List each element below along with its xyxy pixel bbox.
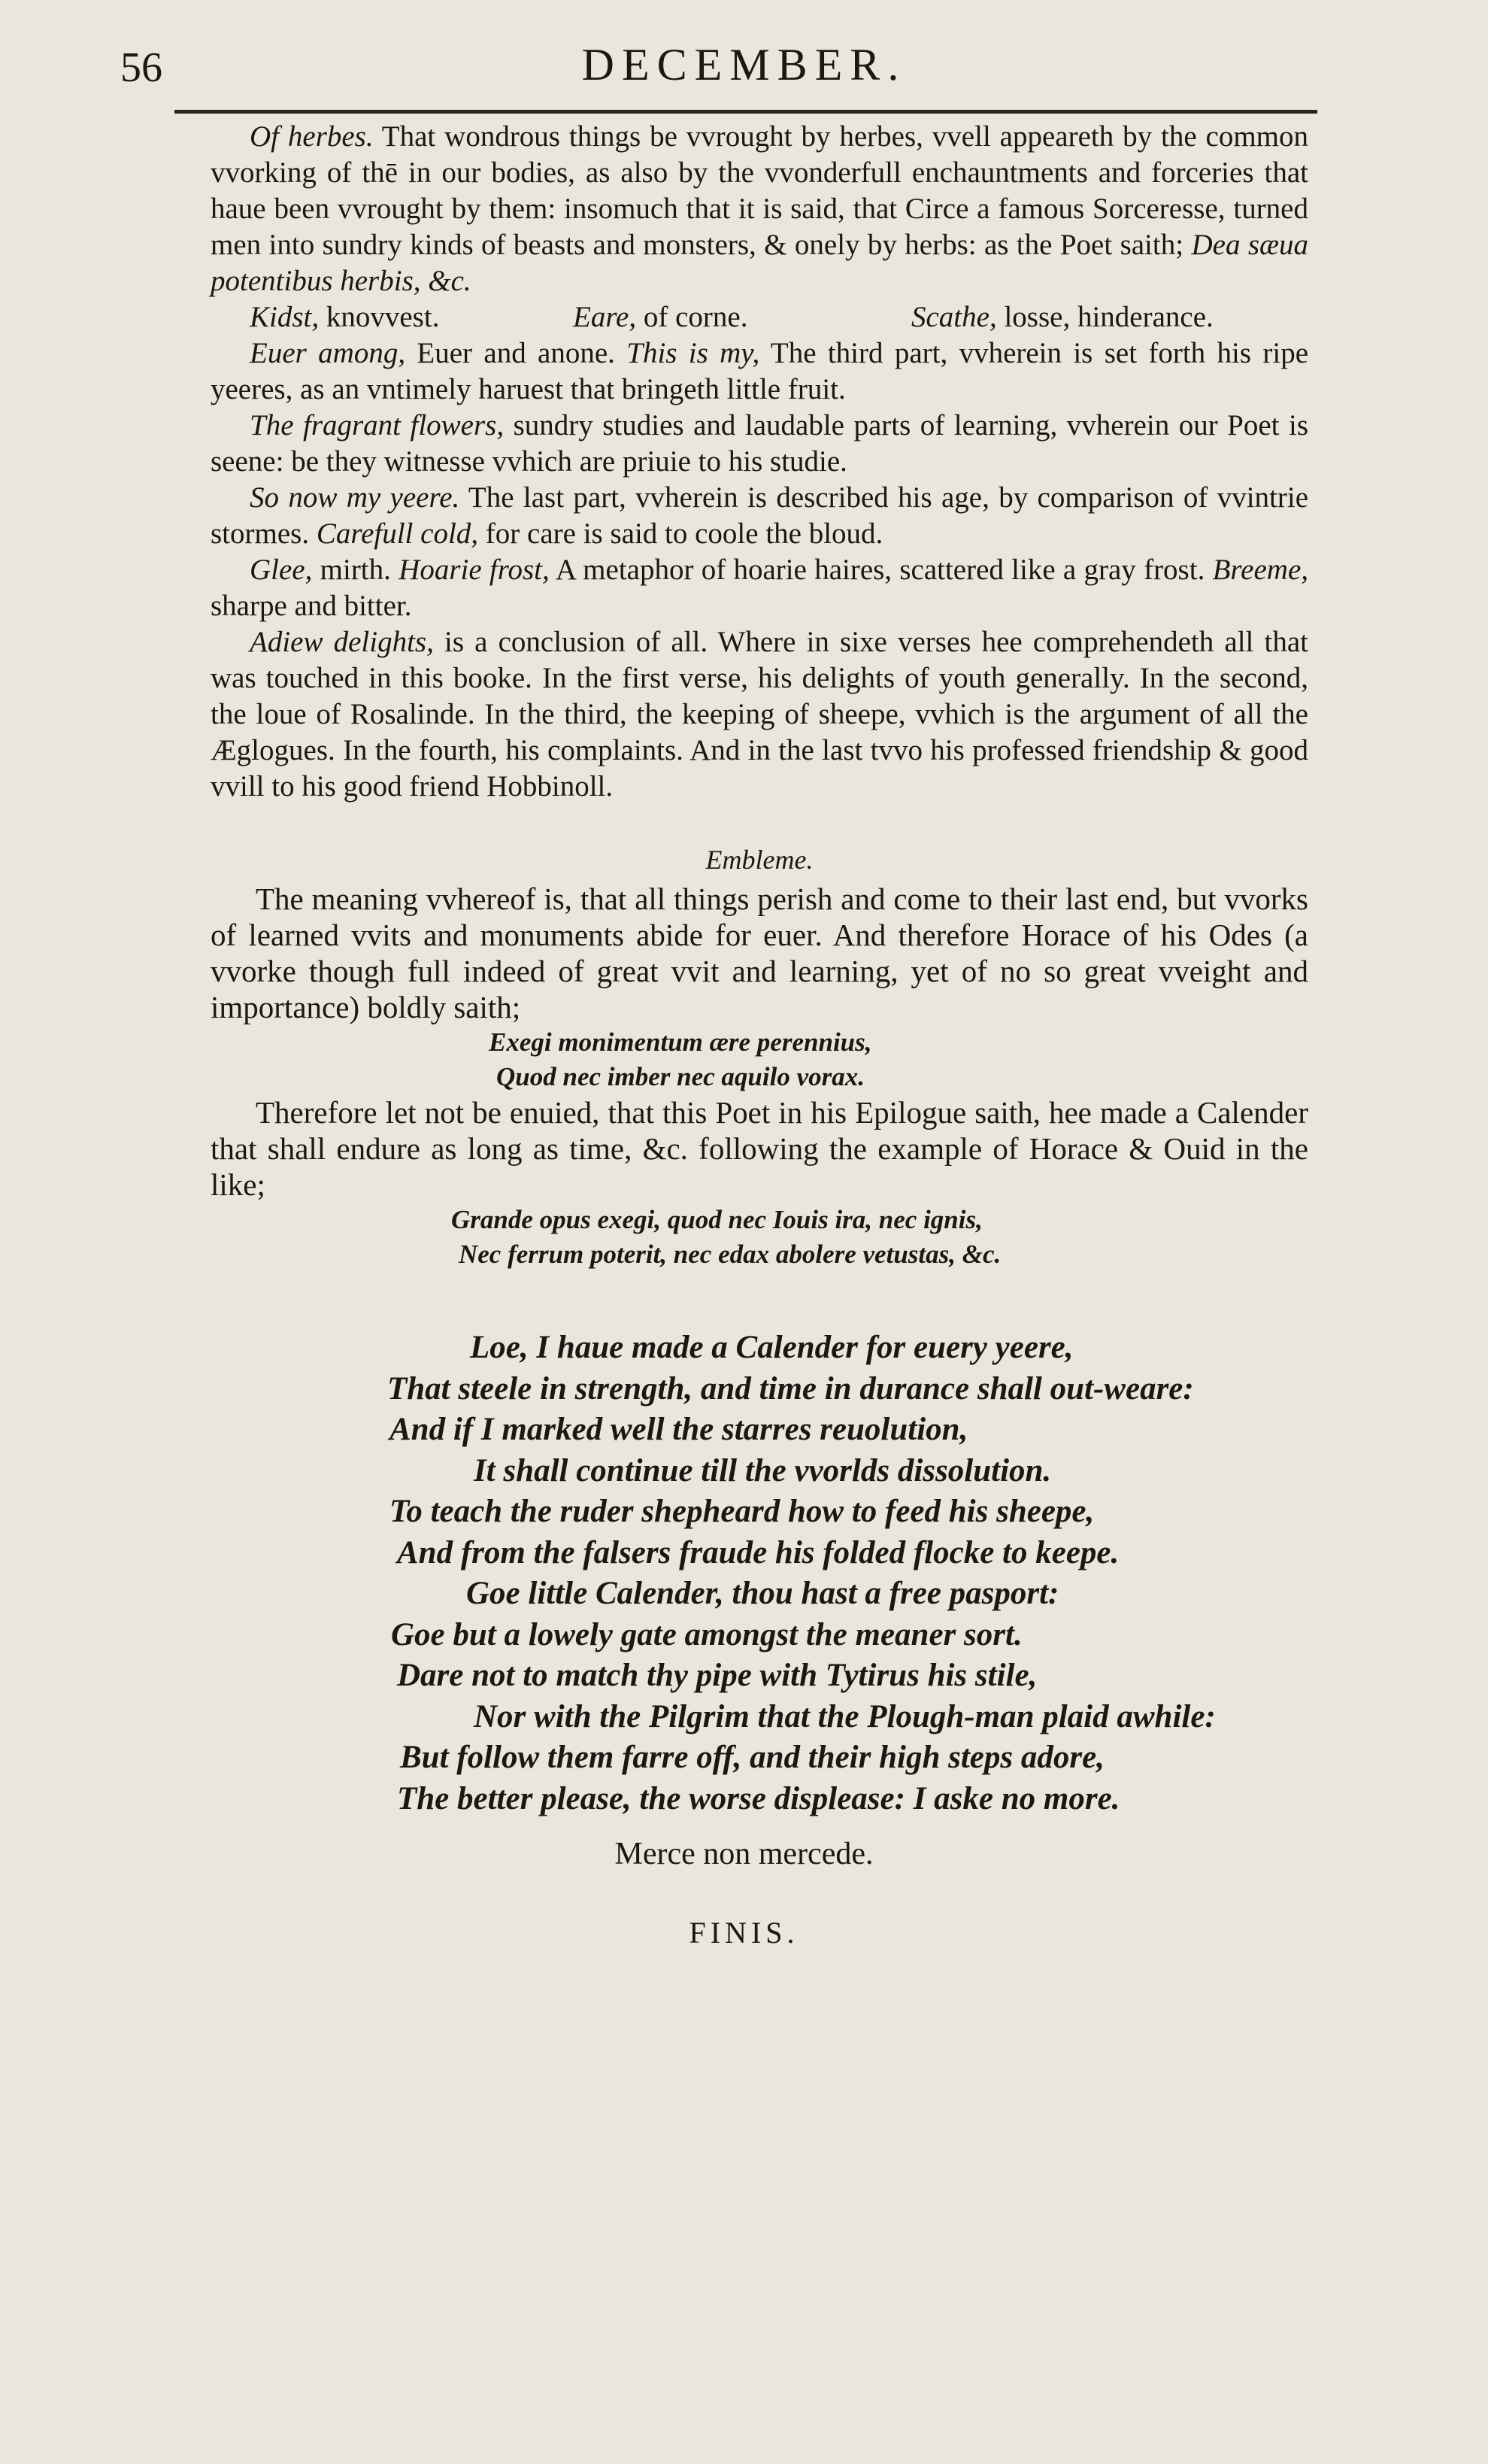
gloss-item: Kidst, knovvest.	[250, 301, 440, 333]
gloss-item: Eare, of corne.	[573, 301, 748, 333]
verse-line: Goe but a lowely gate amongst the meaner sort.	[391, 1616, 1023, 1652]
verse-line: But follow them farre off, and their high steps adore,	[400, 1740, 1105, 1775]
note-fragrant-flowers: The fragrant flowers, sundry studies and laudable parts of learning, vvherein our Poet is seene: be they witnesse vvhich are priuie to his studie.	[211, 409, 1309, 478]
note-euer-among: Euer among, Euer and anone. This is my, The third part, vvherein is set forth his ripe yeeres, as an vntimely haruest that bringeth little fruit.	[211, 337, 1309, 405]
running-head: DECEMBER.	[581, 40, 907, 90]
finis: FINIS.	[689, 1916, 799, 1950]
note-herbes	[211, 119, 1308, 299]
gloss-row	[211, 299, 1308, 335]
embleme-title: Embleme.	[705, 845, 814, 875]
motto: Merce non mercede.	[614, 1837, 874, 1871]
header-rule	[174, 110, 1317, 114]
verse-line: To teach the ruder shepheard how to feed his sheepe,	[389, 1494, 1095, 1529]
verse-line: Loe, I haue made a Calender for euery yeere,	[470, 1330, 1074, 1365]
glossary-notes	[211, 119, 1308, 805]
gloss-item: Scathe, losse, hinderance.	[911, 301, 1214, 333]
verse-line: That steele in strength, and time in durance shall out-weare:	[387, 1370, 1194, 1406]
latin-verse: Nec ferrum poterit, nec edax abolere vetustas, &c.	[459, 1240, 1002, 1269]
verse-line: Dare not to match thy pipe with Tytirus his stile,	[397, 1658, 1038, 1693]
verse-line: And from the falsers fraude his folded flocke to keepe.	[397, 1534, 1120, 1570]
verse-line: Nor with the Pilgrim that the Plough-man plaid awhile:	[474, 1698, 1216, 1734]
verse-line: The better please, the worse displease: I aske no more.	[397, 1780, 1120, 1816]
page-number: 56	[120, 44, 162, 91]
verse-line: Goe little Calender, thou hast a free pasport:	[466, 1576, 1059, 1611]
embleme-paragraph: Therefore let not be enuied, that this Poet in his Epilogue saith, hee made a Calender that shall endure as long as time, &c. following the example of Horace & Ouid in the like;	[211, 1095, 1308, 1202]
note-adiew: Adiew delights, is a conclusion of all. Where in sixe verses hee comprehendeth all that was touched in this booke. In the first verse, his delights of youth generally. In the second, the loue of Rosalinde. In the third, the keeping of sheepe, vvhich is the argument of all the Æglogues. In the fourth, his complaints. And in the last tvvo his professed friendship & good vvill to his good friend Hobbinoll.	[211, 626, 1308, 803]
verse-line: It shall continue till the vvorlds dissolution.	[474, 1452, 1052, 1488]
note-so-now: So now my yeere. The last part, vvherein is described his age, by comparison of vvintrie stormes. Carefull cold, for care is said to coole the bloud.	[211, 481, 1309, 550]
note-glee: Glee, mirth. Hoarie frost, A metaphor of hoarie haires, scattered like a gray frost. Breeme, sharpe and bitter.	[211, 554, 1309, 622]
embleme-section	[211, 839, 1308, 1272]
embleme-paragraph: The meaning vvhereof is, that all things perish and come to their last end, but vvorks of learned vvits and monuments abide for euer. And therefore Horace of his Odes (a vvorke though full indeed of great vvit and learning, yet of no so great vveight and importance) boldly saith;	[211, 882, 1308, 1024]
epilogue-verse	[211, 1328, 1308, 1819]
latin-verse: Grande opus exegi, quod nec Iouis ira, nec ignis,	[451, 1205, 983, 1234]
note-quote: Dea sæua potentibus herbis, &c.	[211, 229, 1309, 297]
note-text: That wondrous things be vvrought by herbes, vvell appeareth by the common vvorking of thē in our bodies, as also by the vvonderfull enchauntments and forceries that haue been vvrought by them: insomuch that it is said, that Circe a famous Sorceresse, turned men into sundry kinds of beasts and monsters, & onely by herbs: as the Poet saith;	[211, 120, 1308, 261]
latin-verse: Quod nec imber nec aquilo vorax.	[496, 1062, 865, 1091]
verse-line: And if I marked well the starres reuolution,	[389, 1412, 968, 1447]
latin-verse: Exegi monimentum ære perennius,	[489, 1027, 872, 1057]
note-lemma: Of herbes.	[250, 120, 374, 153]
